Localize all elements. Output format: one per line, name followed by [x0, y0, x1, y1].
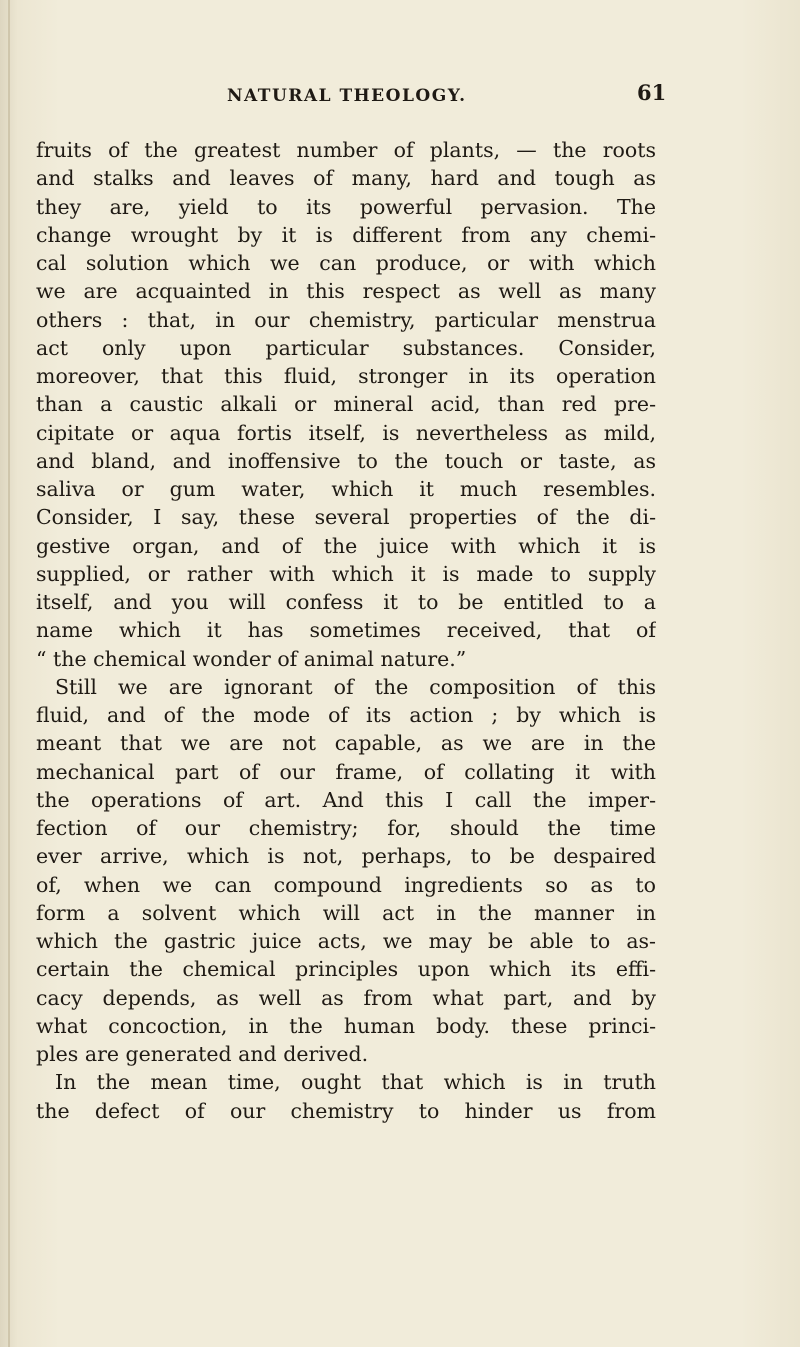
text-line: others : that, in our chemistry, particular menstrua	[36, 307, 656, 332]
text-line: certain the chemical principles upon which its effi-	[36, 957, 656, 982]
text-line: change wrought by it is different from any chemi-	[36, 222, 656, 247]
text-line: fruits of the greatest number of plants, — the roots	[36, 138, 656, 162]
text-line: than a caustic alkali or mineral acid, than red pre-	[36, 392, 656, 417]
text-line: moreover, that this fluid, stronger in its operation	[36, 364, 656, 388]
page-gutter	[8, 0, 10, 1347]
text-line: of, when we can compound ingredients so as to	[36, 872, 656, 897]
text-line: fection of our chemistry; for, should the time	[36, 816, 656, 840]
text-line: Consider, I say, these several properties of the di-	[36, 505, 656, 530]
page-number: 61	[637, 80, 667, 105]
text-line: cal solution which we can produce, or with which	[36, 251, 656, 275]
text-line: mechanical part of our frame, of collating it with	[36, 759, 656, 784]
text-line: ples are generated and derived.	[36, 1042, 369, 1066]
text-line: act only upon particular substances. Consider,	[36, 335, 656, 360]
text-line: which the gastric juice acts, we may be able to as-	[36, 929, 656, 953]
text-line: the operations of art. And this I call the imper-	[36, 787, 656, 812]
text-line: supplied, or rather with which it is made to supply	[36, 561, 656, 586]
body-text	[36, 136, 656, 1125]
text-line: meant that we are not capable, as we are in the	[36, 731, 656, 756]
running-head: NATURAL THEOLOGY.	[227, 86, 467, 106]
text-line: cipitate or aqua fortis itself, is nevertheless as mild,	[36, 420, 656, 445]
text-line: and bland, and inoffensive to the touch or taste, as	[36, 448, 656, 473]
text-line: saliva or gum water, which it much resembles.	[36, 477, 656, 501]
text-line: they are, yield to its powerful pervasion. The	[36, 194, 656, 219]
text-line: fluid, and of the mode of its action ; by which is	[36, 703, 656, 727]
text-line: Still we are ignorant of the composition of this	[55, 674, 656, 699]
text-line: the defect of our chemistry to hinder us from	[36, 1098, 656, 1123]
text-line: “ the chemical wonder of animal nature.”	[36, 646, 467, 671]
text-line: what concoction, in the human body. these princi-	[36, 1013, 656, 1038]
text-line: form a solvent which will act in the manner in	[36, 900, 656, 925]
text-line: In the mean time, ought that which is in truth	[55, 1070, 656, 1095]
text-line: itself, and you will confess it to be entitled to a	[36, 590, 656, 614]
text-line: gestive organ, and of the juice with which it is	[36, 533, 656, 558]
text-line: name which it has sometimes received, that of	[36, 618, 656, 643]
text-line: and stalks and leaves of many, hard and tough as	[36, 166, 656, 191]
text-line: ever arrive, which is not, perhaps, to be despaired	[36, 844, 656, 869]
text-line: we are acquainted in this respect as well as many	[36, 279, 656, 304]
text-line: cacy depends, as well as from what part, and by	[36, 985, 656, 1010]
